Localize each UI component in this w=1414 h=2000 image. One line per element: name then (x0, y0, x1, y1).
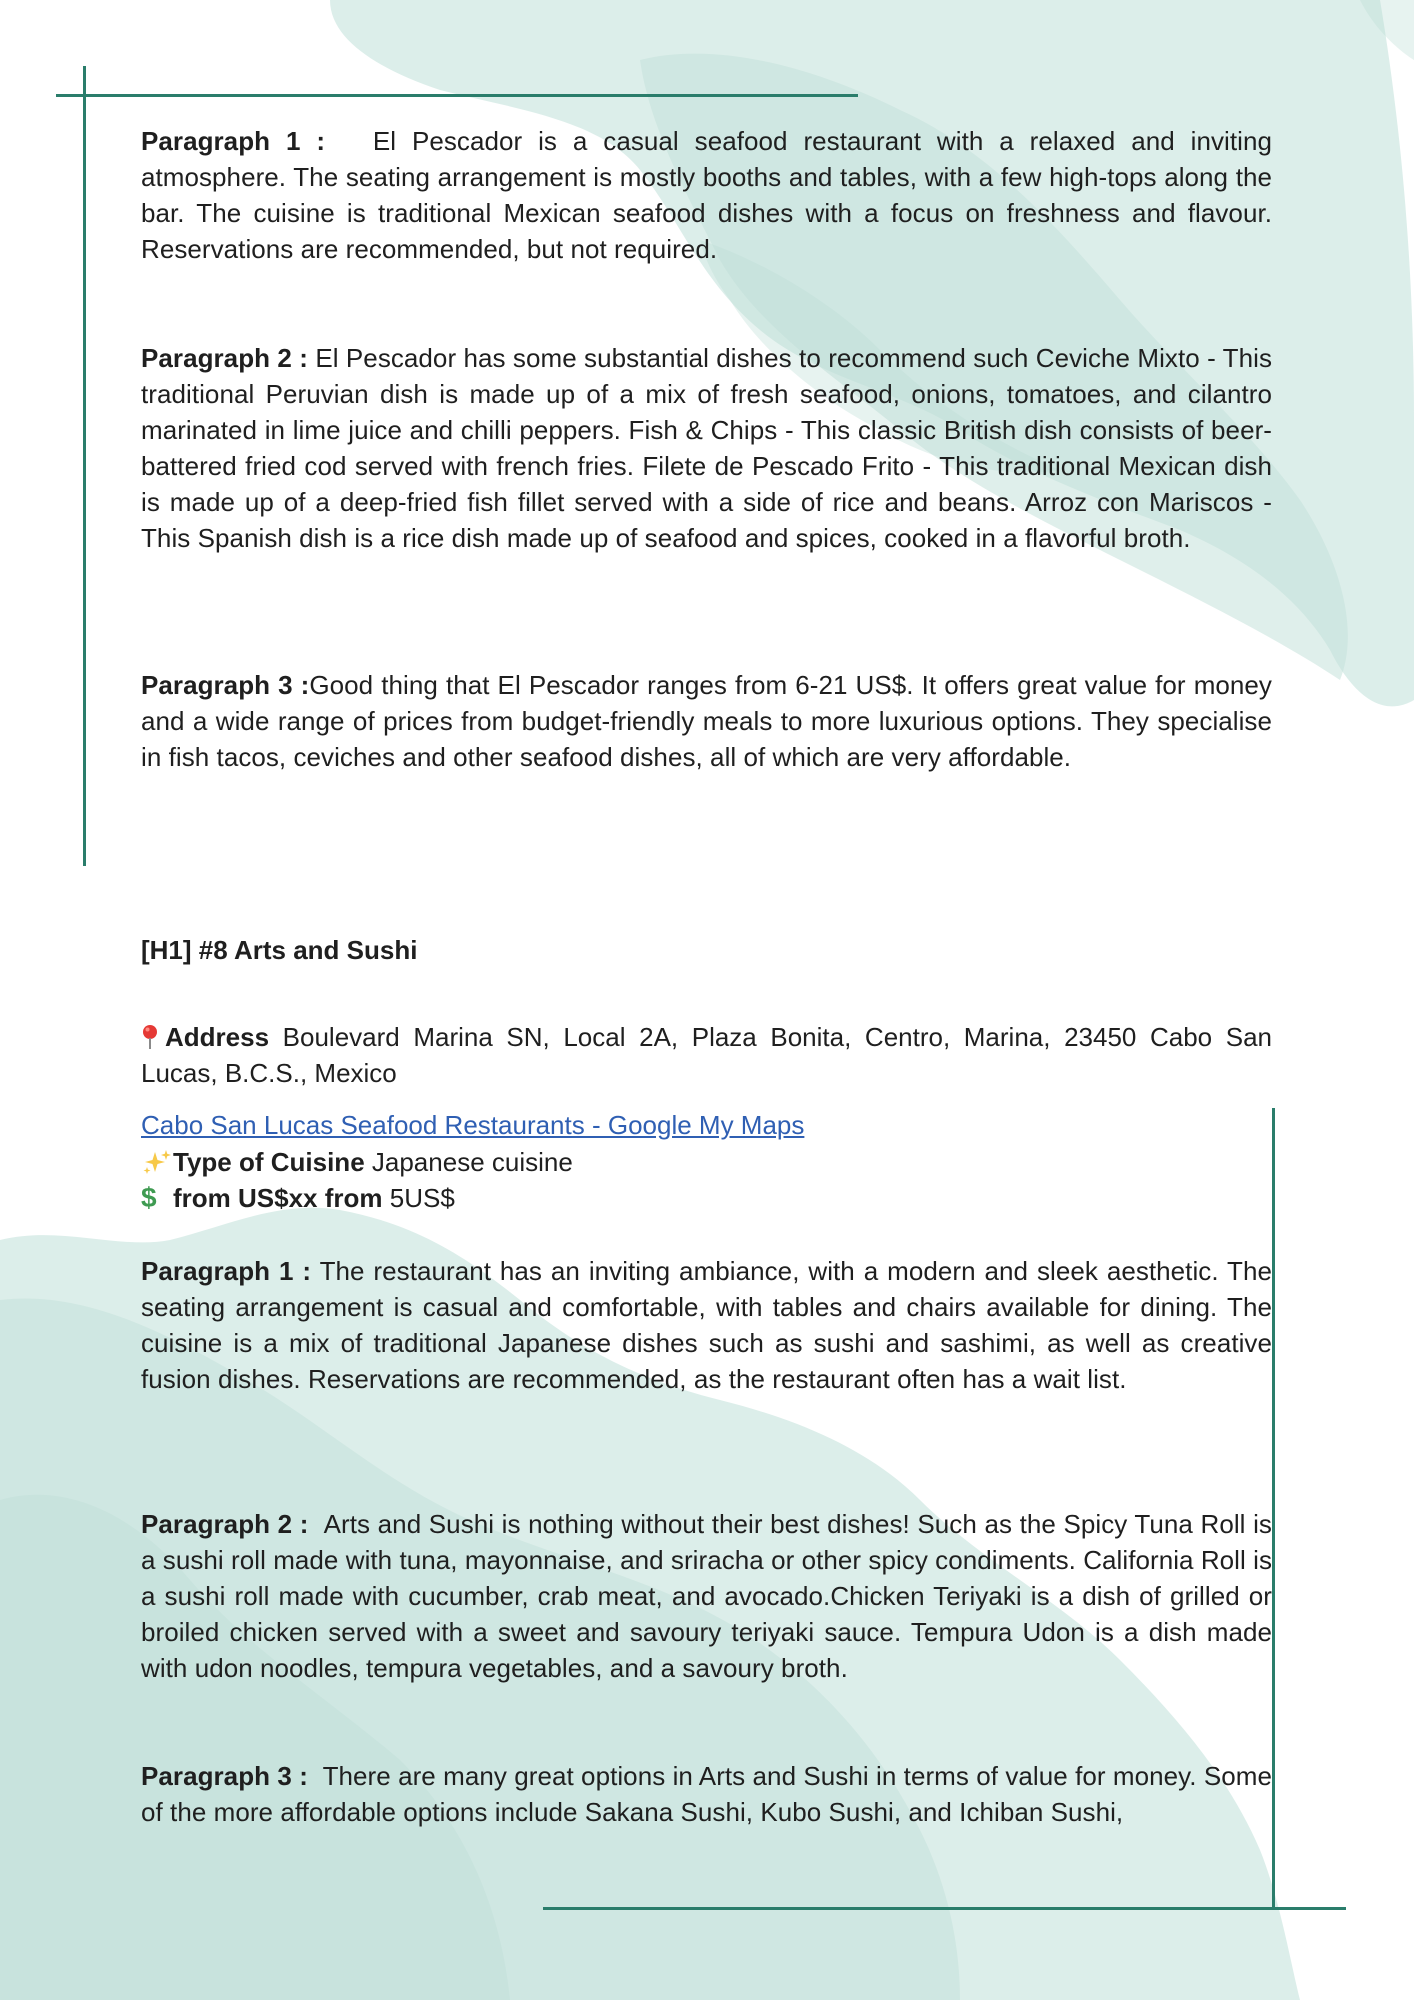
right-frame-rule (1272, 1108, 1275, 1910)
dollar-icon: $ (141, 1182, 157, 1213)
paragraph-label: Paragraph 2 : (141, 1509, 309, 1539)
paragraph-text: El Pescador is a casual seafood restaurant with a relaxed and inviting atmosphere. The seating arrangement is mostly booths and tables, with a few high-tops along the bar. The cuisine is traditional Mexican seafood dishes with a focus on freshness and flavour. Reservations are recommended, but not required. (141, 126, 1272, 264)
paragraph-label: Paragraph 3 : (141, 670, 310, 700)
map-pin-icon (141, 1023, 159, 1049)
arts-sushi-paragraph-2 (141, 1506, 1272, 1686)
sparkles-icon (141, 1148, 173, 1176)
arts-sushi-paragraph-3 (141, 1758, 1272, 1830)
paragraph-label: Paragraph 1 : (141, 126, 326, 156)
address-label: Address (165, 1022, 270, 1052)
top-frame-rule (56, 94, 858, 97)
el-pescador-paragraph-3 (141, 667, 1272, 775)
bottom-frame-rule (543, 1907, 1346, 1910)
paragraph-label: Paragraph 3 : (141, 1761, 308, 1791)
cuisine-label: Type of Cuisine (173, 1147, 365, 1177)
paragraph-text: Arts and Sushi is nothing without their best dishes! Such as the Spicy Tuna Roll is a sushi roll made with tuna, mayonnaise, and sriracha or other spicy condiments. California Roll is a sushi roll made with cucumber, crab meat, and avocado.Chicken Teriyaki is a dish of grilled or broiled chicken served with a sweet and savoury teriyaki sauce. Tempura Udon is a dish made with udon noodles, tempura vegetables, and a savoury broth. (141, 1509, 1272, 1683)
paragraph-text: The restaurant has an inviting ambiance, with a modern and sleek aesthetic. The seating arrangement is casual and comfortable, with tables and chairs available for dining. The cuisine is a mix of traditional Japanese dishes such as sushi and sashimi, as well as creative fusion dishes. Reservations are recommended, as the restaurant often has a wait list. (141, 1256, 1273, 1394)
left-frame-rule (83, 66, 86, 866)
paragraph-text: There are many great options in Arts and Sushi in terms of value for money. Some of the more affordable options include Sakana Sushi, Kubo Sushi, and Ichiban Sushi, (141, 1761, 1272, 1827)
cuisine-value: Japanese cuisine (371, 1147, 573, 1177)
price-value: 5US$ (389, 1183, 455, 1213)
paragraph-label: Paragraph 2 : (141, 343, 308, 373)
el-pescador-paragraph-2 (141, 340, 1272, 556)
price-label: from US$xx from (173, 1183, 383, 1213)
paragraph-label: Paragraph 1 : (141, 1256, 312, 1286)
el-pescador-paragraph-1 (141, 123, 1272, 267)
price-line (141, 1180, 455, 1216)
address-text: Boulevard Marina SN, Local 2A, Plaza Bonita, Centro, Marina, 23450 Cabo San Lucas, B.C.S., Mexico (141, 1022, 1272, 1088)
cuisine-line (141, 1144, 573, 1180)
google-my-maps-link[interactable]: Cabo San Lucas Seafood Restaurants - Google My Maps (141, 1110, 805, 1140)
arts-sushi-paragraph-1 (141, 1253, 1272, 1397)
address-line (141, 1019, 1272, 1091)
paragraph-text: Good thing that El Pescador ranges from 6-21 US$. It offers great value for money and a wide range of prices from budget-friendly meals to more luxurious options. They specialise in fish tacos, ceviches and other seafood dishes, all of which are very affordable. (141, 670, 1272, 772)
section-heading: [H1] #8 Arts and Sushi (141, 935, 418, 965)
paragraph-text: El Pescador has some substantial dishes to recommend such Ceviche Mixto - This traditional Peruvian dish is made up of a mix of fresh seafood, onions, tomatoes, and cilantro marinated in lime juice and chilli peppers. Fish & Chips - This classic British dish consists of beer-battered fried cod served with french fries. Filete de Pescado Frito - This traditional Mexican dish is made up of a deep-fried fish fillet served with a side of rice and beans. Arroz con Mariscos - This Spanish dish is a rice dish made up of seafood and spices, cooked in a flavorful broth. (141, 343, 1272, 553)
